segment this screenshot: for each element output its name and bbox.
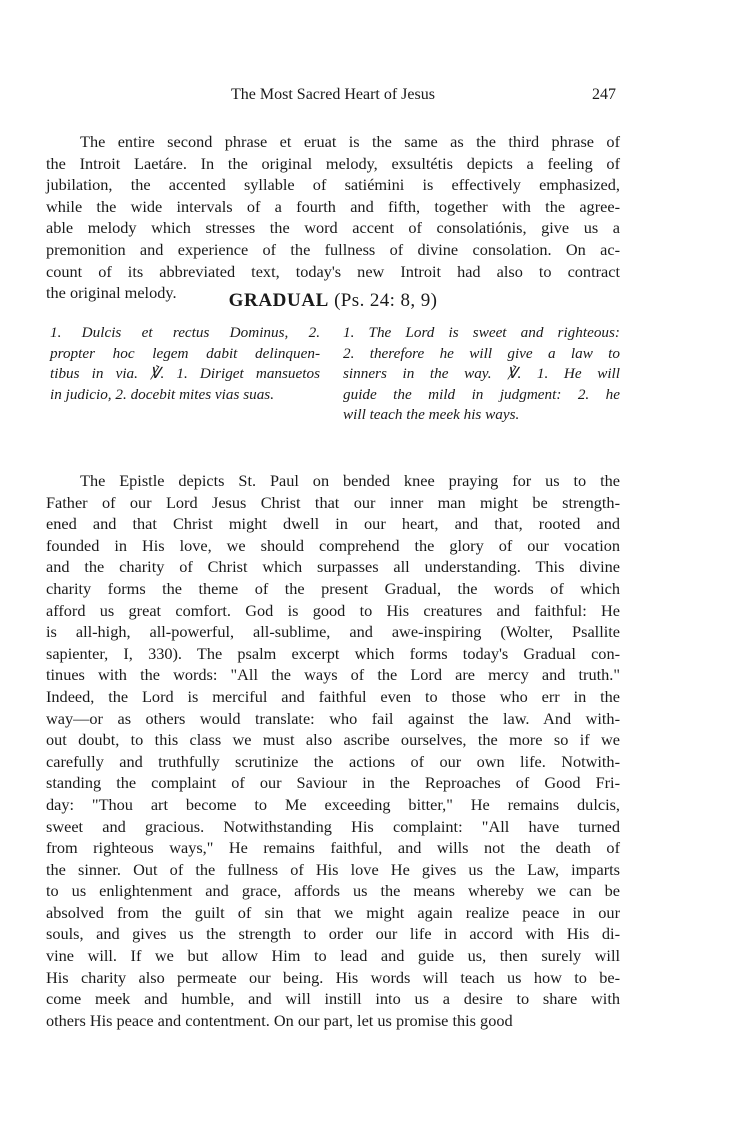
running-head [46,86,620,108]
body-paragraph [46,470,620,1031]
text-line: from righteous ways," He remains faithful, and wills not the death of [46,838,620,858]
text-line: the original melody. [46,283,177,303]
text-line: tibus in via. ℣. 1. Diriget mansuetos [50,365,320,383]
text-line: 1. The Lord is sweet and righteous: [343,324,620,341]
text-line: Father of our Lord Jesus Christ that our inner man might be strength- [46,492,620,512]
text-line: way—or as others would translate: who fail against the law. And with- [46,708,620,728]
text-line: sinners in the way. ℣. 1. He will [343,365,620,383]
text-line: The entire second phrase et eruat is the same as the third phrase of [80,132,620,151]
gradual-title: GRADUAL [228,290,329,311]
text-line: 2. therefore he will give a law to [343,344,620,362]
text-line: propter hoc legem dabit delinquen- [50,344,320,362]
text-line: premonition and experience of the fullness of divine consolation. On ac- [46,239,620,259]
text-line: His charity also permeate our being. His words will teach us how to be- [46,967,620,987]
text-line: vine will. If we but allow Him to lead and guide us, then surely will [46,946,620,966]
text-line: founded in His love, we should comprehend the glory of our vocation [46,535,620,555]
text-line: guide the mild in judgment: 2. he [343,385,620,403]
text-line: able melody which stresses the word accent of consolatiónis, give us a [46,218,620,238]
text-line: will teach the meek his ways. [343,406,520,424]
text-line: is all-high, all-powerful, all-sublime, and awe-inspiring (Wolter, Psallite [46,622,620,642]
text-line: jubilation, the accented syllable of satiémini is effectively emphasized, [46,175,620,195]
text-line: The Epistle depicts St. Paul on bended knee praying for us to the [80,471,620,490]
text-line: ened and that Christ might dwell in our heart, and that, rooted and [46,514,620,534]
text-line: others His peace and contentment. On our part, let us promise this good [46,1010,513,1030]
text-line: 1. Dulcis et rectus Dominus, 2. [50,324,320,341]
running-title: The Most Sacred Heart of Jesus [231,86,435,103]
text-line: while the wide intervals of a fourth and fifth, together with the agree- [46,196,620,216]
text-line: count of its abbreviated text, today's new Introit had also to contract [46,261,620,281]
gradual-reference: (Ps. 24: 8, 9) [334,290,438,311]
text-line: afford us great comfort. God is good to His creatures and faithful: He [46,600,620,620]
text-line: Indeed, the Lord is merciful and faithful even to those who err in the [46,686,620,706]
gradual-english-text [343,323,620,426]
text-line: day: "Thou art become to Me exceeding bitter," He remains dulcis, [46,794,620,814]
text-line: out doubt, to this class we must also ascribe ourselves, the more so if we [46,730,620,750]
page-number: 247 [592,86,616,103]
text-line: tinues with the words: "All the ways of the Lord are mercy and truth." [46,665,620,685]
text-line: the sinner. Out of the fullness of His love He gives us the Law, imparts [46,859,620,879]
text-line: absolved from the guilt of sin that we might again realize peace in our [46,902,620,922]
text-line: the Introit Laetáre. In the original melody, exsultétis depicts a feeling of [46,153,620,173]
text-line: souls, and gives us the strength to order our life in accord with His di- [46,924,620,944]
gradual-latin-text [50,323,320,405]
text-line: in judicio, 2. docebit mites vias suas. [50,385,274,403]
text-line: come meek and humble, and will instill into us a desire to share with [46,989,620,1009]
text-line: to us enlightenment and grace, affords us the means whereby we can be [46,881,620,901]
text-line: carefully and truthfully scrutinize the actions of our own life. Notwith- [46,751,620,771]
gradual-heading [46,290,620,312]
text-line: standing the complaint of our Saviour in the Reproaches of Good Fri- [46,773,620,793]
text-line: and the charity of Christ which surpasses all understanding. This divine [46,557,620,577]
text-line: sapienter, I, 330). The psalm excerpt which forms today's Gradual con- [46,643,620,663]
intro-paragraph [46,131,620,304]
text-line: charity forms the theme of the present Gradual, the words of which [46,578,620,598]
text-line: sweet and gracious. Notwithstanding His complaint: "All have turned [46,816,620,836]
